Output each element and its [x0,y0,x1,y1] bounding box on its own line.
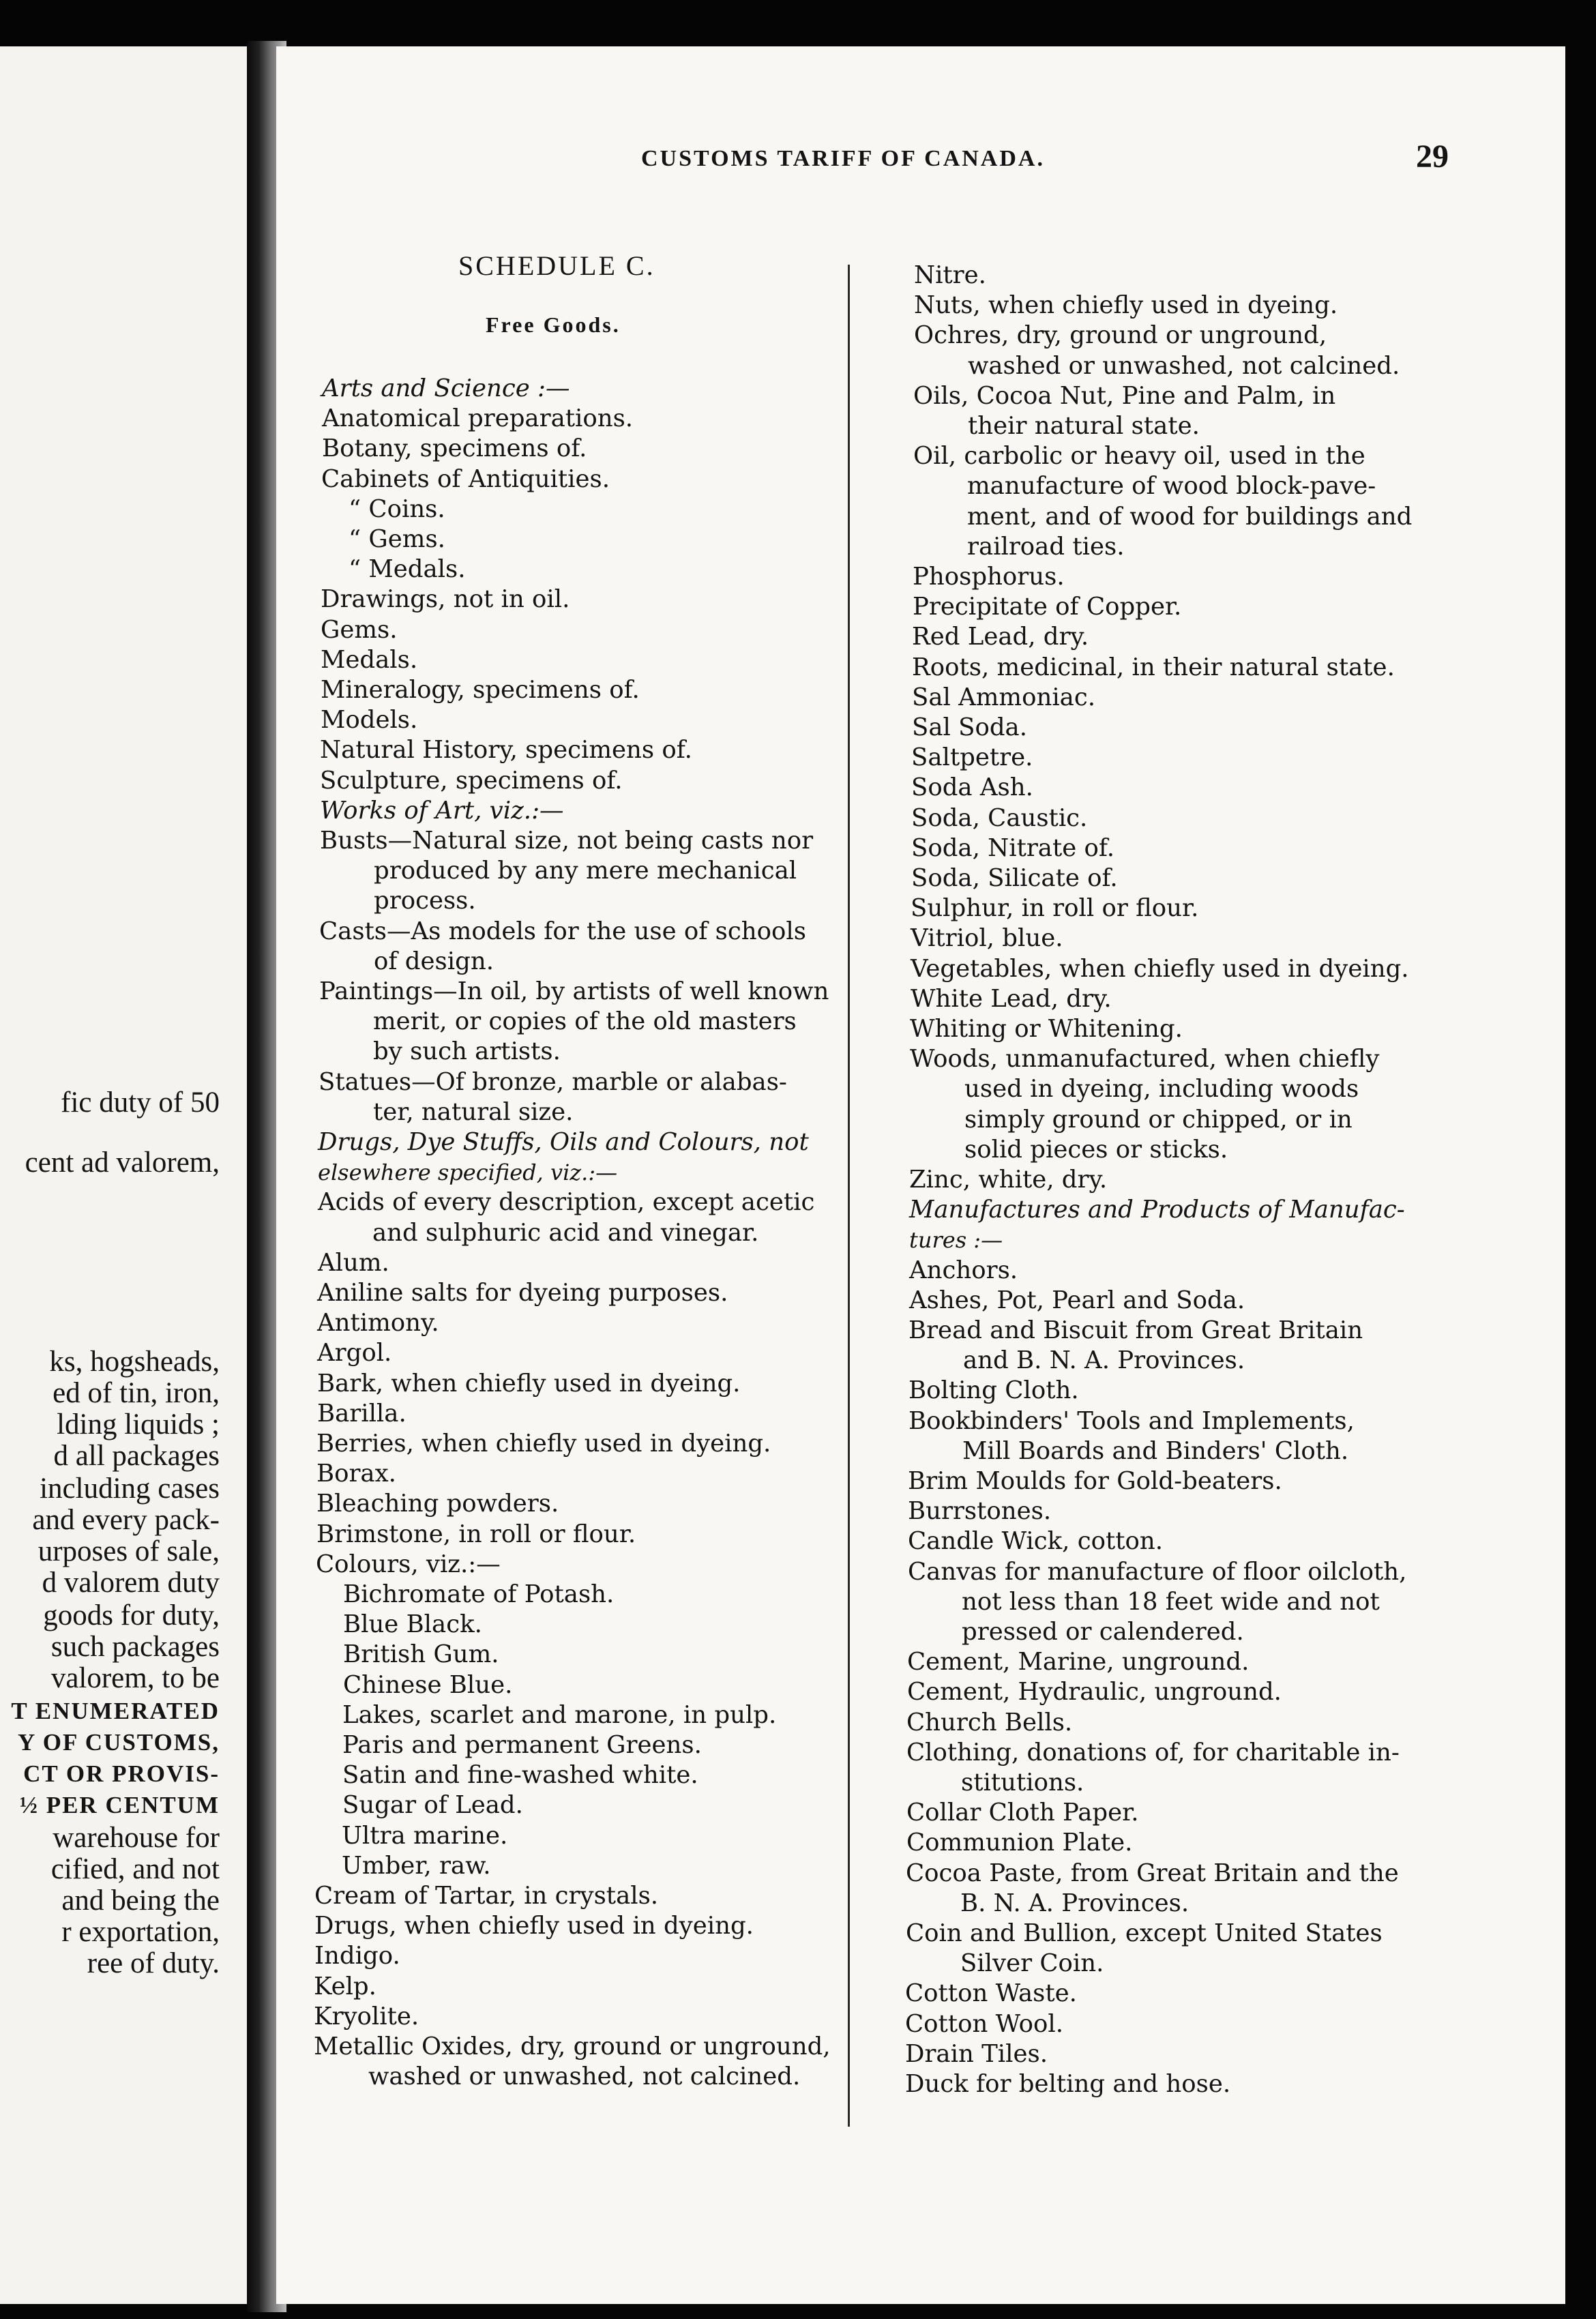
left-page-line: d all packages [53,1440,220,1472]
right-column-line: Bolting Cloth. [908,1376,1079,1405]
right-column-line: Brim Moulds for Gold-beaters. [908,1467,1282,1495]
left-column-line: Mineralogy, specimens of. [321,676,640,704]
left-column-line: Bark, when chiefly used in dyeing. [317,1369,741,1398]
left-page-line: T ENUMERATED [11,1698,220,1724]
right-column-line: Duck for belting and hose. [905,2070,1231,2098]
left-column-line: washed or unwashed, not calcined. [368,2063,801,2091]
left-column-line: Lakes, scarlet and marone, in pulp. [342,1700,777,1729]
left-column-line: Botany, specimens of. [322,434,587,463]
left-column-line: Kryolite. [314,2002,419,2030]
schedule-title: SCHEDULE C. [458,250,655,281]
left-page-line: warehouse for [53,1822,220,1854]
right-column-line: solid pieces or sticks. [964,1135,1228,1164]
left-column-line: produced by any mere mechanical [374,857,797,885]
right-column-line: Soda Ash. [911,773,1033,802]
right-column-line: Zinc, white, dry. [909,1166,1108,1194]
right-column-line: pressed or calendered. [962,1618,1244,1646]
right-column-line: Cotton Wool. [905,2009,1064,2038]
right-column-line: Whiting or Whitening. [910,1015,1183,1043]
right-column-line: Cement, Marine, unground. [907,1648,1250,1677]
right-column-line: simply ground or chipped, or in [964,1105,1353,1134]
left-column-line: Drawings, not in oil. [321,585,570,614]
page-number: 29 [1416,138,1449,175]
left-column-line: Umber, raw. [342,1851,491,1880]
right-column-line: White Lead, dry. [911,984,1112,1013]
left-page-line: valorem, to be [50,1662,220,1694]
right-column-line: Ashes, Pot, Pearl and Soda. [909,1286,1245,1314]
left-column-line: Satin and fine-washed white. [342,1761,698,1790]
left-column-line: Sugar of Lead. [342,1791,523,1820]
right-column-line: Cement, Hydraulic, unground. [907,1678,1282,1707]
right-column-line: Silver Coin. [960,1949,1104,1978]
left-page-line: fic duty of 50 [61,1087,220,1119]
left-page-line: r exportation, [61,1916,220,1948]
right-column-line: Anchors. [909,1256,1018,1284]
right-column-line: manufacture of wood block-pave- [967,472,1376,501]
left-column-line: Paris and permanent Greens. [342,1731,702,1759]
left-page-line: ed of tin, iron, [53,1377,220,1409]
left-page-line: urposes of sale, [38,1535,220,1567]
left-page-line: ree of duty. [87,1947,220,1979]
right-column-line: stitutions. [961,1769,1084,1797]
right-column-line: Red Lead, dry. [912,623,1089,651]
left-column-line: Metallic Oxides, dry, ground or unground, [314,2033,831,2060]
left-column-line: Ultra marine. [342,1821,508,1850]
right-column-line: Precipitate of Copper. [913,593,1182,621]
left-column-line: by such artists. [373,1037,561,1066]
right-column-line: Drain Tiles. [905,2039,1048,2068]
left-column-line: and sulphuric acid and vinegar. [372,1218,759,1247]
left-column-line: merit, or copies of the old masters [373,1007,797,1036]
left-page-line: and every pack- [32,1504,220,1536]
right-column-line: railroad ties. [967,532,1125,561]
left-column-line: Busts—Natural size, not being casts nor [320,827,814,855]
left-column-line: Barilla. [317,1399,407,1428]
right-column-line: Nuts, when chiefly used in dyeing. [914,291,1338,320]
right-column-line: and B. N. A. Provinces. [963,1346,1245,1375]
left-column-line: Brimstone, in roll or flour. [316,1520,636,1548]
left-column-line: “ Medals. [349,555,466,584]
left-column-line: Colours, viz.:— [316,1550,501,1578]
right-column-line: Bookbinders' Tools and Implements, [908,1406,1355,1435]
right-column-line: Phosphorus. [913,563,1065,591]
left-page-line: cent ad valorem, [25,1147,220,1179]
left-column-line: Borax. [316,1460,396,1488]
left-column-line: Blue Black. [343,1610,482,1639]
right-column-line: Vitriol, blue. [911,924,1063,953]
section-title: Free Goods. [486,312,621,337]
right-column-line: Manufactures and Products of Manufac- [909,1196,1405,1224]
right-column-line: Soda, Caustic. [911,803,1088,832]
left-column-line: Aniline salts for dyeing purposes. [317,1279,728,1307]
left-page-line: and being the [61,1885,220,1917]
left-page-line: ks, hogsheads, [49,1346,220,1378]
left-column-line: “ Gems. [349,525,445,553]
left-column-line: of design. [374,947,494,975]
left-column-line: Models. [321,706,418,735]
right-column-line: Church Bells. [906,1708,1073,1737]
right-column-line: not less than 18 feet wide and not [962,1587,1380,1616]
left-column-line: Kelp. [314,1972,376,2000]
right-column-line: Sal Soda. [912,713,1027,741]
right-column-line: Soda, Nitrate of. [911,833,1115,862]
left-column-line: Alum. [318,1248,389,1277]
left-column-line: Antimony. [317,1309,439,1338]
left-column-line: process. [374,887,476,915]
left-page-line: lding liquids ; [57,1408,220,1441]
left-column-line: “ Coins. [349,494,445,523]
left-column-line: British Gum. [343,1640,499,1669]
column-divider [848,265,850,2127]
right-column-line: Coin and Bullion, except United States [906,1919,1383,1947]
previous-page [0,46,247,2304]
right-column-line: Canvas for manufacture of floor oilcloth, [908,1557,1407,1586]
right-column-line: Soda, Silicate of. [911,864,1118,892]
left-column-line: Statues—Of bronze, marble or alabas- [319,1067,787,1096]
left-page-line: CT OR PROVIS- [23,1760,220,1787]
right-column-line: Sal Ammoniac. [912,683,1096,711]
left-column-line: Berries, when chiefly used in dyeing. [316,1430,771,1458]
left-column-line: Sculpture, specimens of. [320,766,623,795]
right-column-line: Cotton Waste. [905,1979,1077,2008]
left-column-line: ter, natural size. [373,1097,574,1126]
right-column-line: Sulphur, in roll or flour. [911,894,1199,923]
left-column-line: Bichromate of Potash. [343,1580,615,1608]
right-column-line: Burrstones. [908,1497,1052,1526]
right-column-line: Oils, Cocoa Nut, Pine and Palm, in [913,381,1336,410]
right-column-line: Woods, unmanufactured, when chiefly [910,1045,1380,1074]
left-column-line: Natural History, specimens of. [320,736,692,765]
left-column-line: Acids of every description, except acetic [318,1188,815,1217]
right-column-line: Saltpetre. [911,743,1033,772]
left-column-line: Drugs, Dye Stuffs, Oils and Colours, not [318,1128,809,1156]
left-page-line: such packages [50,1631,220,1663]
right-column-line: B. N. A. Provinces. [960,1889,1189,1917]
left-column-line: Cream of Tartar, in crystals. [314,1882,659,1910]
right-column-line: Cocoa Paste, from Great Britain and the [906,1859,1399,1887]
left-column-line: Anatomical preparations. [322,404,634,433]
left-column-line: Arts and Science :— [322,374,570,402]
right-column-line: Ochres, dry, ground or unground, [914,321,1327,350]
left-page-line: ½ PER CENTUM [19,1792,220,1818]
right-column-line: Oil, carbolic or heavy oil, used in the [913,442,1365,471]
left-page-line: d valorem duty [42,1567,220,1599]
left-column-line: Chinese Blue. [343,1670,513,1699]
right-column-line: Nitre. [914,261,986,289]
right-column-line: Communion Plate. [906,1829,1133,1857]
right-column-line: Vegetables, when chiefly used in dyeing. [911,954,1409,983]
left-page-line: including cases [40,1473,220,1505]
right-column-line: washed or unwashed, not calcined. [968,351,1400,380]
left-column-line: Casts—As models for the use of schools [319,917,806,945]
right-column-line: tures :— [909,1227,1003,1254]
left-column-line: Bleaching powders. [316,1490,559,1518]
right-column-line: used in dyeing, including woods [964,1075,1359,1104]
left-page-line: goods for duty, [43,1599,220,1631]
left-column-line: Indigo. [314,1942,400,1970]
right-column-line: Bread and Biscuit from Great Britain [908,1316,1363,1344]
left-page-line: Y OF CUSTOMS, [18,1729,220,1756]
left-column-line: elsewhere specified, viz.:— [318,1160,618,1186]
right-column-line: Clothing, donations of, for charitable in- [906,1738,1400,1767]
right-column-line: Collar Cloth Paper. [906,1799,1139,1827]
right-column-line: Mill Boards and Binders' Cloth. [962,1436,1349,1465]
left-column-line: Argol. [317,1339,392,1368]
left-column-line: Paintings—In oil, by artists of well known [319,977,829,1005]
left-column-line: Works of Art, viz.:— [320,796,564,825]
right-column-line: their natural state. [968,412,1200,440]
left-column-line: Cabinets of Antiquities. [321,464,610,493]
left-column-line: Drugs, when chiefly used in dyeing. [314,1912,754,1940]
left-column-line: Medals. [321,645,418,674]
right-column-line: Candle Wick, cotton. [908,1527,1164,1556]
right-column-line: ment, and of wood for buildings and [967,502,1413,531]
left-column-line: Gems. [321,615,398,644]
right-column-line: Roots, medicinal, in their natural state. [912,653,1395,681]
left-page-line: cified, and not [50,1853,220,1885]
running-header: CUSTOMS TARIFF OF CANADA. [641,146,1045,171]
